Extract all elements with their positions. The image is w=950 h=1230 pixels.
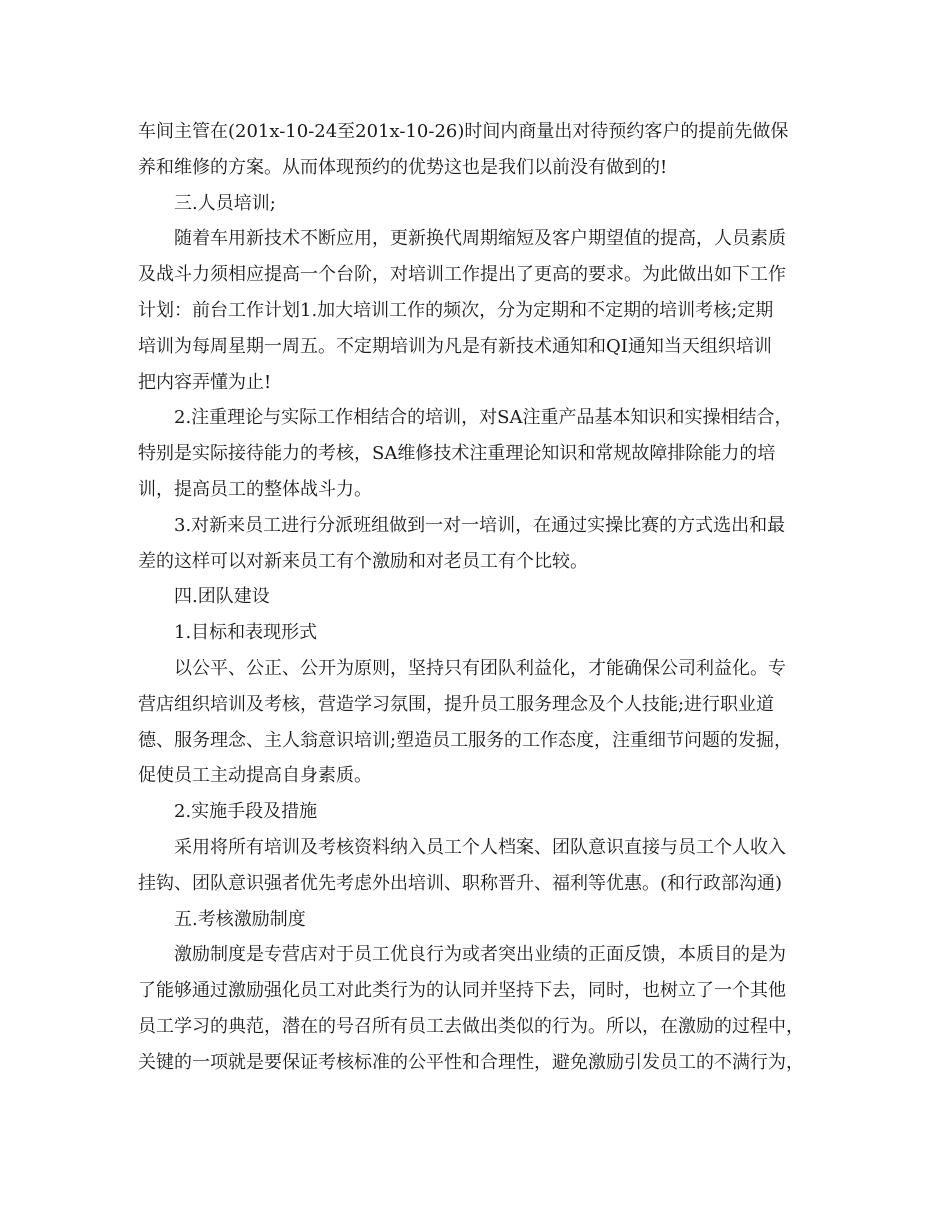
text-line: 2.注重理论与实际工作相结合的培训，对SA注重产品基本知识和实操相结合， [174, 407, 793, 429]
text-line: 了能够通过激励强化员工对此类行为的认同并坚持下去，同时，也树立了一个其他 [138, 980, 786, 1002]
text-line: 把内容弄懂为止! [138, 371, 272, 393]
text-line: 五.考核激励制度 [174, 908, 306, 930]
text-line: 3.对新来员工进行分派班组做到一对一培训，在通过实操比赛的方式选出和最 [174, 514, 786, 536]
text-line: 员工学习的典范，潜在的号召所有员工去做出类似的行为。所以，在激励的过程中， [138, 1015, 804, 1037]
text-line: 促使员工主动提高自身素质。 [138, 765, 372, 787]
text-line: 差的这样可以对新来员工有个激励和对老员工有个比较。 [138, 550, 588, 572]
text-line: 车间主管在(201x-10-24至201x-10-26)时间内商量出对待预约客户的提前先做保 [138, 121, 789, 142]
text-line: 特别是实际接待能力的考核，SA维修技术注重理论知识和常规故障排除能力的培 [138, 443, 776, 465]
document-body [138, 114, 818, 1081]
text-line: 德、服务理念、主人翁意识培训;塑造员工服务的工作态度，注重细节问题的发掘， [138, 729, 793, 751]
text-line: 挂钩、团队意识强者优先考虑外出培训、职称晋升、福利等优惠。(和行政部沟通) [138, 872, 783, 894]
text-line: 及战斗力须相应提高一个台阶，对培训工作提出了更高的要求。为此做出如下工作 [138, 264, 786, 286]
text-line: 养和维修的方案。从而体现预约的优势这也是我们以前没有做到的! [138, 156, 668, 178]
text-line: 计划：前台工作计划1.加大培训工作的频次，分为定期和不定期的培训考核;定期 [138, 299, 774, 321]
text-line: 2.实施手段及措施 [174, 801, 318, 823]
text-line: 营店组织培训及考核，营造学习氛围，提升员工服务理念及个人技能;进行职业道 [138, 693, 775, 715]
text-line: 随着车用新技术不断应用，更新换代周期缩短及客户期望值的提高，人员素质 [174, 228, 786, 250]
text-line: 培训为每周星期一周五。不定期培训为凡是有新技术通知和QI通知当天组织培训 [138, 335, 772, 357]
text-line: 关键的一项就是要保证考核标准的公平性和合理性，避免激励引发员工的不满行为， [138, 1051, 804, 1073]
text-line: 激励制度是专营店对于员工优良行为或者突出业绩的正面反馈，本质目的是为 [174, 944, 786, 966]
text-line: 1.目标和表现形式 [174, 622, 318, 644]
text-line: 以公平、公正、公开为原则，坚持只有团队利益化，才能确保公司利益化。专 [174, 657, 786, 679]
text-line: 三.人员培训; [174, 192, 276, 214]
text-line: 采用将所有培训及考核资料纳入员工个人档案、团队意识直接与员工个人收入 [174, 836, 786, 858]
text-line: 四.团队建设 [174, 586, 270, 608]
text-line: 训，提高员工的整体战斗力。 [138, 478, 372, 500]
